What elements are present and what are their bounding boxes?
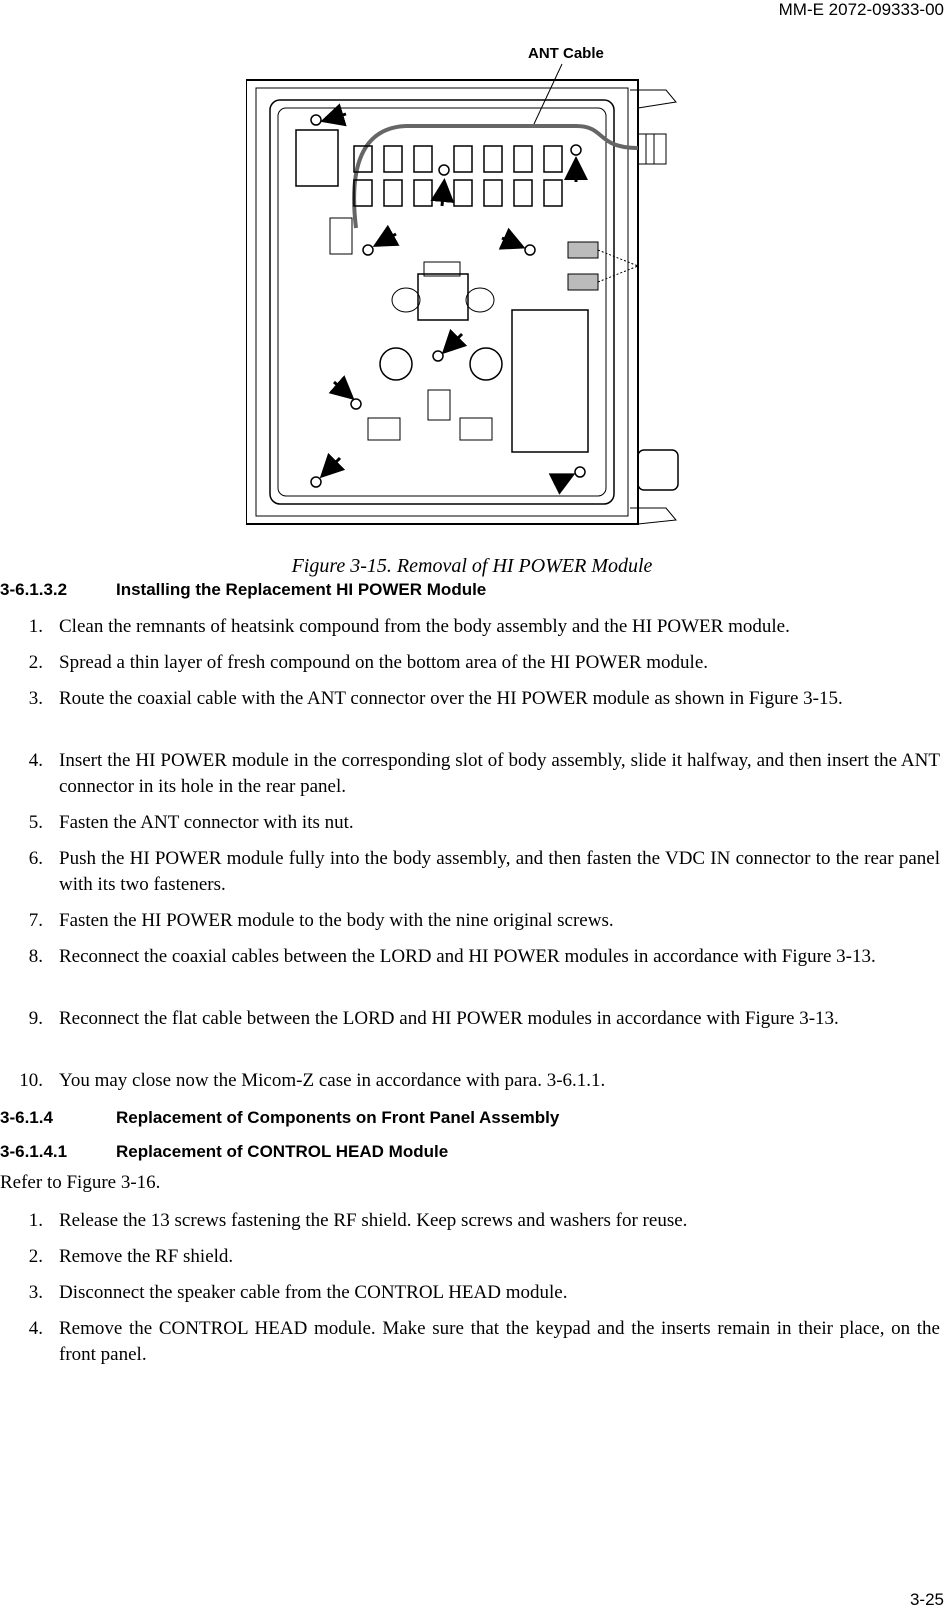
list-item: 2. Remove the RF shield. [28, 1246, 234, 1267]
section-number: 3-6.1.3.2 [0, 580, 68, 599]
list-item: 3. Route the coaxial cable with the ANT connector over the HI POWER module as shown in Figure 3-15. [28, 688, 843, 709]
section-heading-front-panel [0, 1108, 559, 1128]
list-item: 8. Reconnect the coaxial cables between the LORD and HI POWER modules in accordance with Figure 3-13. [28, 946, 876, 967]
list-item: 6. Push the HI POWER module fully into the body assembly, and then fasten the VDC IN connector to the rear panel with its two fasteners. [28, 848, 940, 895]
list-item: 4. Remove the CONTROL HEAD module. Make sure that the keypad and the inserts remain in their place, on the front panel. [28, 1318, 940, 1365]
hi-power-module-figure [246, 38, 698, 538]
section-number: 3-6.1.4.1 [0, 1142, 68, 1161]
section-number: 3-6.1.4 [0, 1108, 53, 1127]
list-item: 9. Reconnect the flat cable between the LORD and HI POWER modules in accordance with Figure 3-13. [28, 1008, 839, 1029]
ant-cable-callout: ANT Cable [528, 45, 604, 62]
list-item: 1. Clean the remnants of heatsink compound from the body assembly and the HI POWER module. [28, 616, 790, 637]
page-number: 3-25 [909, 1590, 944, 1609]
list-item: 4. Insert the HI POWER module in the corresponding slot of body assembly, slide it halfway, and then insert the ANT connector in its hole in the rear panel. [28, 750, 940, 797]
list-item: 3. Disconnect the speaker cable from the CONTROL HEAD module. [28, 1282, 568, 1303]
list-item: 7. Fasten the HI POWER module to the body with the nine original screws. [28, 910, 614, 931]
intro-paragraph: Refer to Figure 3-16. [0, 1172, 161, 1193]
section-title: Replacement of Components on Front Panel Assembly [116, 1108, 560, 1127]
document-number: MM-E 2072-09333-00 [778, 0, 944, 19]
section-heading-control-head [0, 1142, 448, 1162]
section-title: Replacement of CONTROL HEAD Module [116, 1142, 449, 1161]
list-item: 1. Release the 13 screws fastening the RF shield. Keep screws and washers for reuse. [28, 1210, 688, 1231]
list-item: 5. Fasten the ANT connector with its nut. [28, 812, 354, 833]
figure-caption: Figure 3-15. Removal of HI POWER Module [291, 555, 653, 577]
list-item: 10. You may close now the Micom-Z case in accordance with para. 3-6.1.1. [19, 1070, 606, 1091]
list-item: 2. Spread a thin layer of fresh compound on the bottom area of the HI POWER module. [28, 652, 708, 673]
section-heading-installing [0, 580, 486, 600]
section-title: Installing the Replacement HI POWER Module [116, 580, 487, 599]
